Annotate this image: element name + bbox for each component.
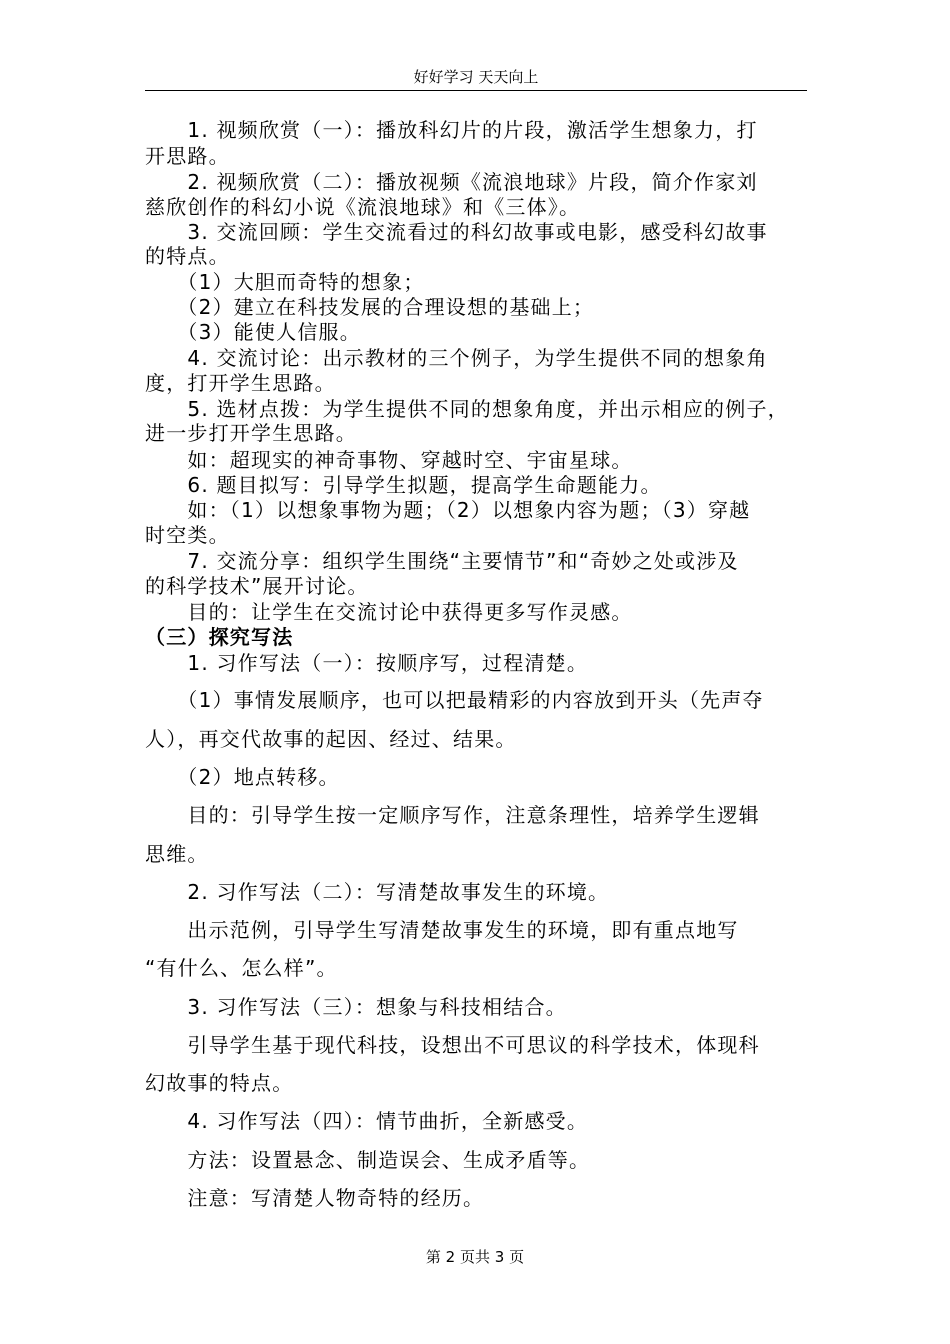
text-line: 的特点。 — [145, 244, 230, 268]
text-line: 1. 习作写法（一）：按顺序写，过程清楚。 — [145, 651, 589, 675]
text-line: 度，打开学生思路。 — [145, 371, 336, 395]
text-line: 目的：让学生在交流讨论中获得更多写作灵感。 — [145, 600, 633, 624]
text-line: （2）地点转移。 — [145, 765, 340, 789]
text-line: 目的：引导学生按一定顺序写作，注意条理性，培养学生逻辑 — [145, 803, 760, 827]
text-line: 时空类。 — [145, 523, 230, 547]
text-line: 进一步打开学生思路。 — [145, 421, 357, 445]
text-line: 幻故事的特点。 — [145, 1071, 294, 1095]
text-line: 3. 交流回顾：学生交流看过的科幻故事或电影，感受科幻故事 — [145, 220, 768, 244]
text-line: 4. 习作写法（四）：情节曲折，全新感受。 — [145, 1109, 589, 1133]
text-line: 5. 选材点拨：为学生提供不同的想象角度，并出示相应的例子， — [145, 397, 789, 421]
text-line: （1）事情发展顺序，也可以把最精彩的内容放到开头（先声夺 — [145, 688, 764, 712]
text-line: 方法：设置悬念、制造误会、生成矛盾等。 — [145, 1148, 591, 1172]
text-line: （3）能使人信服。 — [145, 320, 361, 344]
text-line: 思维。 — [145, 842, 209, 866]
text-line: 慈欣创作的科幻小说《流浪地球》和《三体》。 — [145, 195, 581, 219]
text-line: 2. 视频欣赏（二）：播放视频《流浪地球》片段，简介作家刘 — [145, 170, 758, 194]
text-line: 出示范例，引导学生写清楚故事发生的环境，即有重点地写 — [145, 918, 739, 942]
text-line: 4. 交流讨论：出示教材的三个例子，为学生提供不同的想象角 — [145, 346, 768, 370]
section-heading: （三）探究写法 — [145, 625, 294, 649]
text-line: 1. 视频欣赏（一）：播放科幻片的片段，激活学生想象力，打 — [145, 118, 758, 142]
text-line: 注意：写清楚人物奇特的经历。 — [145, 1186, 485, 1210]
text-line: 开思路。 — [145, 144, 230, 168]
page-header: 好好学习 天天向上 — [413, 68, 539, 86]
text-line: 人），再交代故事的起因、经过、结果。 — [145, 727, 517, 751]
header-divider — [145, 90, 807, 91]
text-line: （2）建立在科技发展的合理设想的基础上； — [145, 295, 595, 319]
text-line: “有什么、怎么样”。 — [145, 956, 338, 980]
text-line: （1）大胆而奇特的想象； — [145, 270, 425, 294]
text-line: 6. 题目拟写：引导学生拟题，提高学生命题能力。 — [145, 473, 662, 497]
text-line: 2. 习作写法（二）：写清楚故事发生的环境。 — [145, 880, 610, 904]
page-number: 第 2 页共 3 页 — [425, 1248, 525, 1266]
text-line: 引导学生基于现代科技，设想出不可思议的科学技术，体现科 — [145, 1033, 760, 1057]
text-line: 如：超现实的神奇事物、穿越时空、宇宙星球。 — [145, 448, 633, 472]
text-line: 如：（1）以想象事物为题；（2）以想象内容为题；（3）穿越 — [145, 498, 751, 522]
text-line: 7. 交流分享：组织学生围绕“主要情节”和“奇妙之处或涉及 — [145, 549, 739, 573]
text-line: 3. 习作写法（三）：想象与科技相结合。 — [145, 995, 567, 1019]
text-line: 的科学技术”展开讨论。 — [145, 574, 369, 598]
